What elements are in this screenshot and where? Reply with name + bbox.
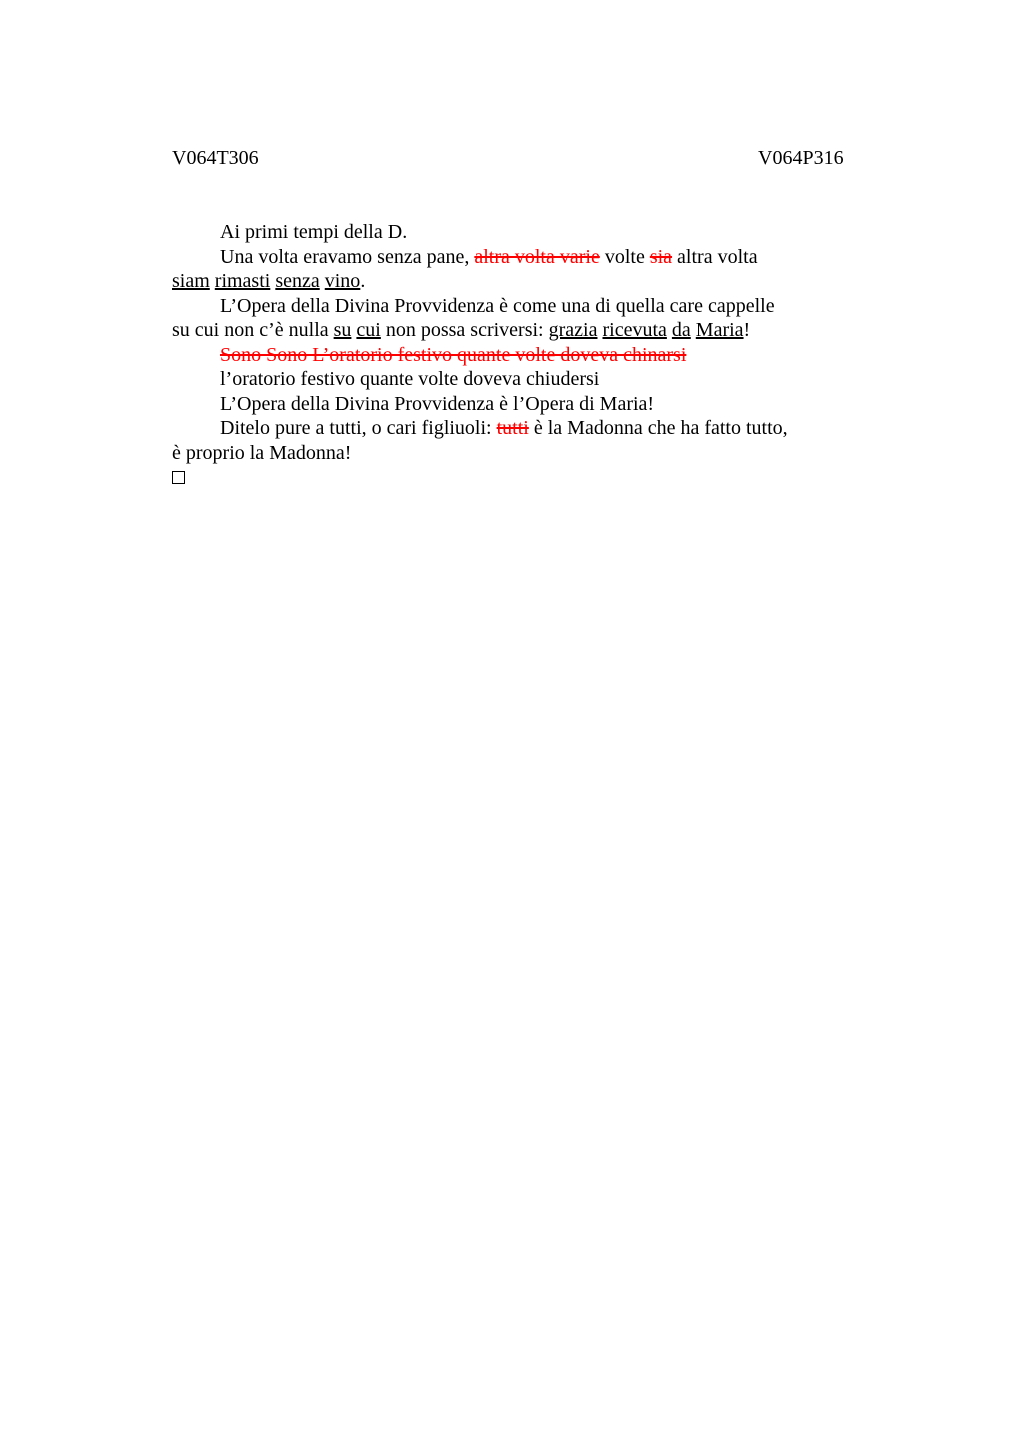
header-right-code: V064P316 — [758, 147, 844, 169]
line-2-text-c: altra volta — [672, 245, 758, 268]
line-7: l’oratorio festivo quante volte doveva chiudersi — [220, 368, 600, 390]
underlined-word: senza — [275, 270, 320, 292]
line-4: L’Opera della Divina Provvidenza è come una di quella care cappelle — [220, 294, 775, 317]
line-1: Ai primi tempi della D. — [220, 221, 408, 243]
line-2-text-b: volte — [599, 245, 650, 268]
end-marker — [172, 465, 852, 491]
line-8: L’Opera della Divina Provvidenza è l’Opera di Maria! — [220, 392, 655, 415]
line-6 — [172, 343, 852, 368]
empty-square-icon — [172, 471, 185, 484]
line-9 — [172, 416, 852, 441]
deleted-text: sia — [649, 245, 673, 268]
line-9-text-b: è la Madonna che ha fatto tutto, — [528, 417, 788, 439]
underlined-word: cui — [356, 319, 381, 341]
line-5-end: ! — [743, 319, 751, 341]
line-9-text-a: Ditelo pure a tutti, o cari figliuoli: — [220, 417, 497, 439]
line-3 — [172, 269, 852, 294]
line-5 — [172, 318, 852, 343]
underlined-word: rimasti — [214, 270, 271, 292]
underlined-word: ricevuta — [602, 319, 667, 341]
deleted-text: altra volta varie — [474, 245, 600, 268]
underlined-word: Maria — [695, 319, 744, 341]
underlined-word: vino — [324, 270, 361, 292]
underlined-word: siam — [172, 270, 210, 292]
header-left-code: V064T306 — [172, 147, 259, 169]
line-5-text-a: su cui non c’è nulla — [172, 319, 334, 341]
underlined-word: grazia — [548, 319, 598, 341]
line-5-text-b: non possa scriversi: — [380, 319, 549, 341]
line-3-end: . — [360, 270, 366, 292]
document-body — [172, 220, 852, 491]
line-2-text-a: Una volta eravamo senza pane, — [220, 245, 475, 268]
line-2 — [172, 245, 852, 270]
underlined-word: da — [671, 319, 691, 341]
underlined-word: su — [333, 319, 352, 341]
line-10: è proprio la Madonna! — [172, 441, 352, 464]
deleted-text: tutti — [496, 417, 529, 439]
deleted-line: Sono Sono L’oratorio festivo quante volte doveva chinarsi — [220, 343, 687, 366]
